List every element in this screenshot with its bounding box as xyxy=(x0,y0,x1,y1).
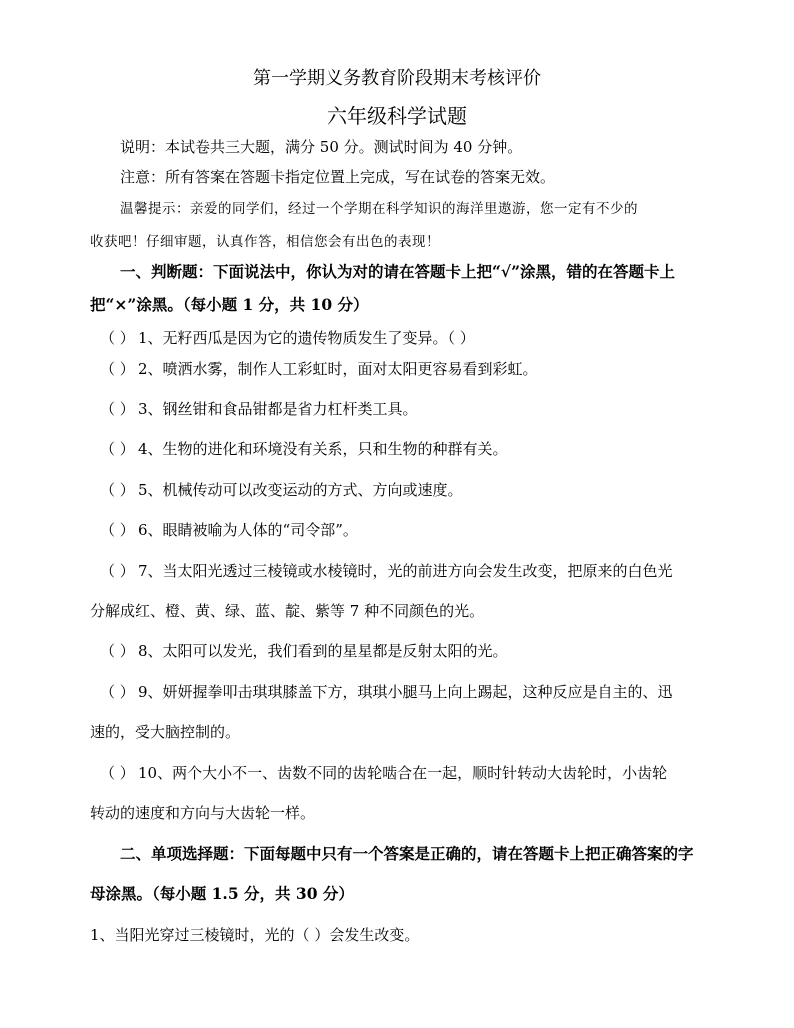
judge-question-7: （ ） 7、当太阳光透过三棱镜或水棱镜时，光的前进方向会发生改变，把原来的白色光 xyxy=(100,562,673,580)
judge-question-7-continued: 分解成红、橙、黄、绿、蓝、靛、紫等 7 种不同颜色的光。 xyxy=(90,602,485,620)
section2-heading-line1: 二、单项选择题：下面每题中只有一个答案是正确的，请在答题卡上把正确答案的字 xyxy=(120,844,694,863)
section2-heading-line2: 母涂黑。（每小题 1.5 分，共 30 分） xyxy=(90,884,354,903)
judge-question-9-continued: 速的，受大脑控制的。 xyxy=(90,723,241,741)
judge-question-8: （ ） 8、太阳可以发光，我们看到的星星都是反射太阳的光。 xyxy=(100,642,508,660)
judge-question-9: （ ） 9、妍妍握拳叩击琪琪膝盖下方，琪琪小腿马上向上踢起，这种反应是自主的、迅 xyxy=(100,683,673,701)
answer-paren: （ ） xyxy=(100,683,135,701)
judge-question-3: （ ） 3、钢丝钳和食品钳都是省力杠杆类工具。 xyxy=(100,400,418,418)
section1-heading-line2: 把“×”涂黑。（每小题 1 分，共 10 分） xyxy=(90,295,369,314)
answer-paren: （ ） xyxy=(100,400,135,418)
exam-title: 第一学期义务教育阶段期末考核评价 xyxy=(253,68,541,89)
section1-heading-line1: 一、判断题：下面说法中，你认为对的请在答题卡上把“√”涂黑，错的在答题卡上 xyxy=(120,262,676,281)
notice-text: 注意：所有答案在答题卡指定位置上完成，写在试卷的答案无效。 xyxy=(120,168,556,186)
judge-question-10-continued: 转动的速度和方向与大齿轮一样。 xyxy=(90,804,316,822)
judge-question-1: （ ） 1、无籽西瓜是因为它的遗传物质发生了变异。（ ） xyxy=(100,329,475,347)
answer-paren: （ ） xyxy=(100,764,135,782)
choice-question-1: 1、当阳光穿过三棱镜时，光的（ ）会发生改变。 xyxy=(90,926,420,944)
answer-paren: （ ） xyxy=(100,360,135,378)
answer-paren: （ ） xyxy=(100,642,135,660)
judge-question-10: （ ） 10、两个大小不一、齿数不同的齿轮啮合在一起，顺时针转动大齿轮时，小齿轮 xyxy=(100,764,668,782)
answer-paren: （ ） xyxy=(100,562,135,580)
tip-text-line2: 收获吧！仔细审题，认真作答，相信您会有出色的表现！ xyxy=(90,234,440,250)
judge-question-2: （ ） 2、喷洒水雾，制作人工彩虹时，面对太阳更容易看到彩虹。 xyxy=(100,360,538,378)
exam-subtitle: 六年级科学试题 xyxy=(327,104,467,128)
answer-paren: （ ） xyxy=(100,329,135,347)
judge-question-6: （ ） 6、眼睛被喻为人体的“司令部”。 xyxy=(100,521,358,539)
answer-paren: （ ） xyxy=(100,440,135,458)
judge-question-5: （ ） 5、机械传动可以改变运动的方式、方向或速度。 xyxy=(100,481,463,499)
instructions-text: 说明：本试卷共三大题，满分 50 分。测试时间为 40 分钟。 xyxy=(120,138,523,156)
answer-paren: （ ） xyxy=(100,521,135,539)
judge-question-4: （ ） 4、生物的进化和环境没有关系，只和生物的种群有关。 xyxy=(100,440,508,458)
tip-text-line1: 温馨提示：亲爱的同学们，经过一个学期在科学知识的海洋里遨游，您一定有不少的 xyxy=(120,201,638,217)
answer-paren: （ ） xyxy=(100,481,135,499)
